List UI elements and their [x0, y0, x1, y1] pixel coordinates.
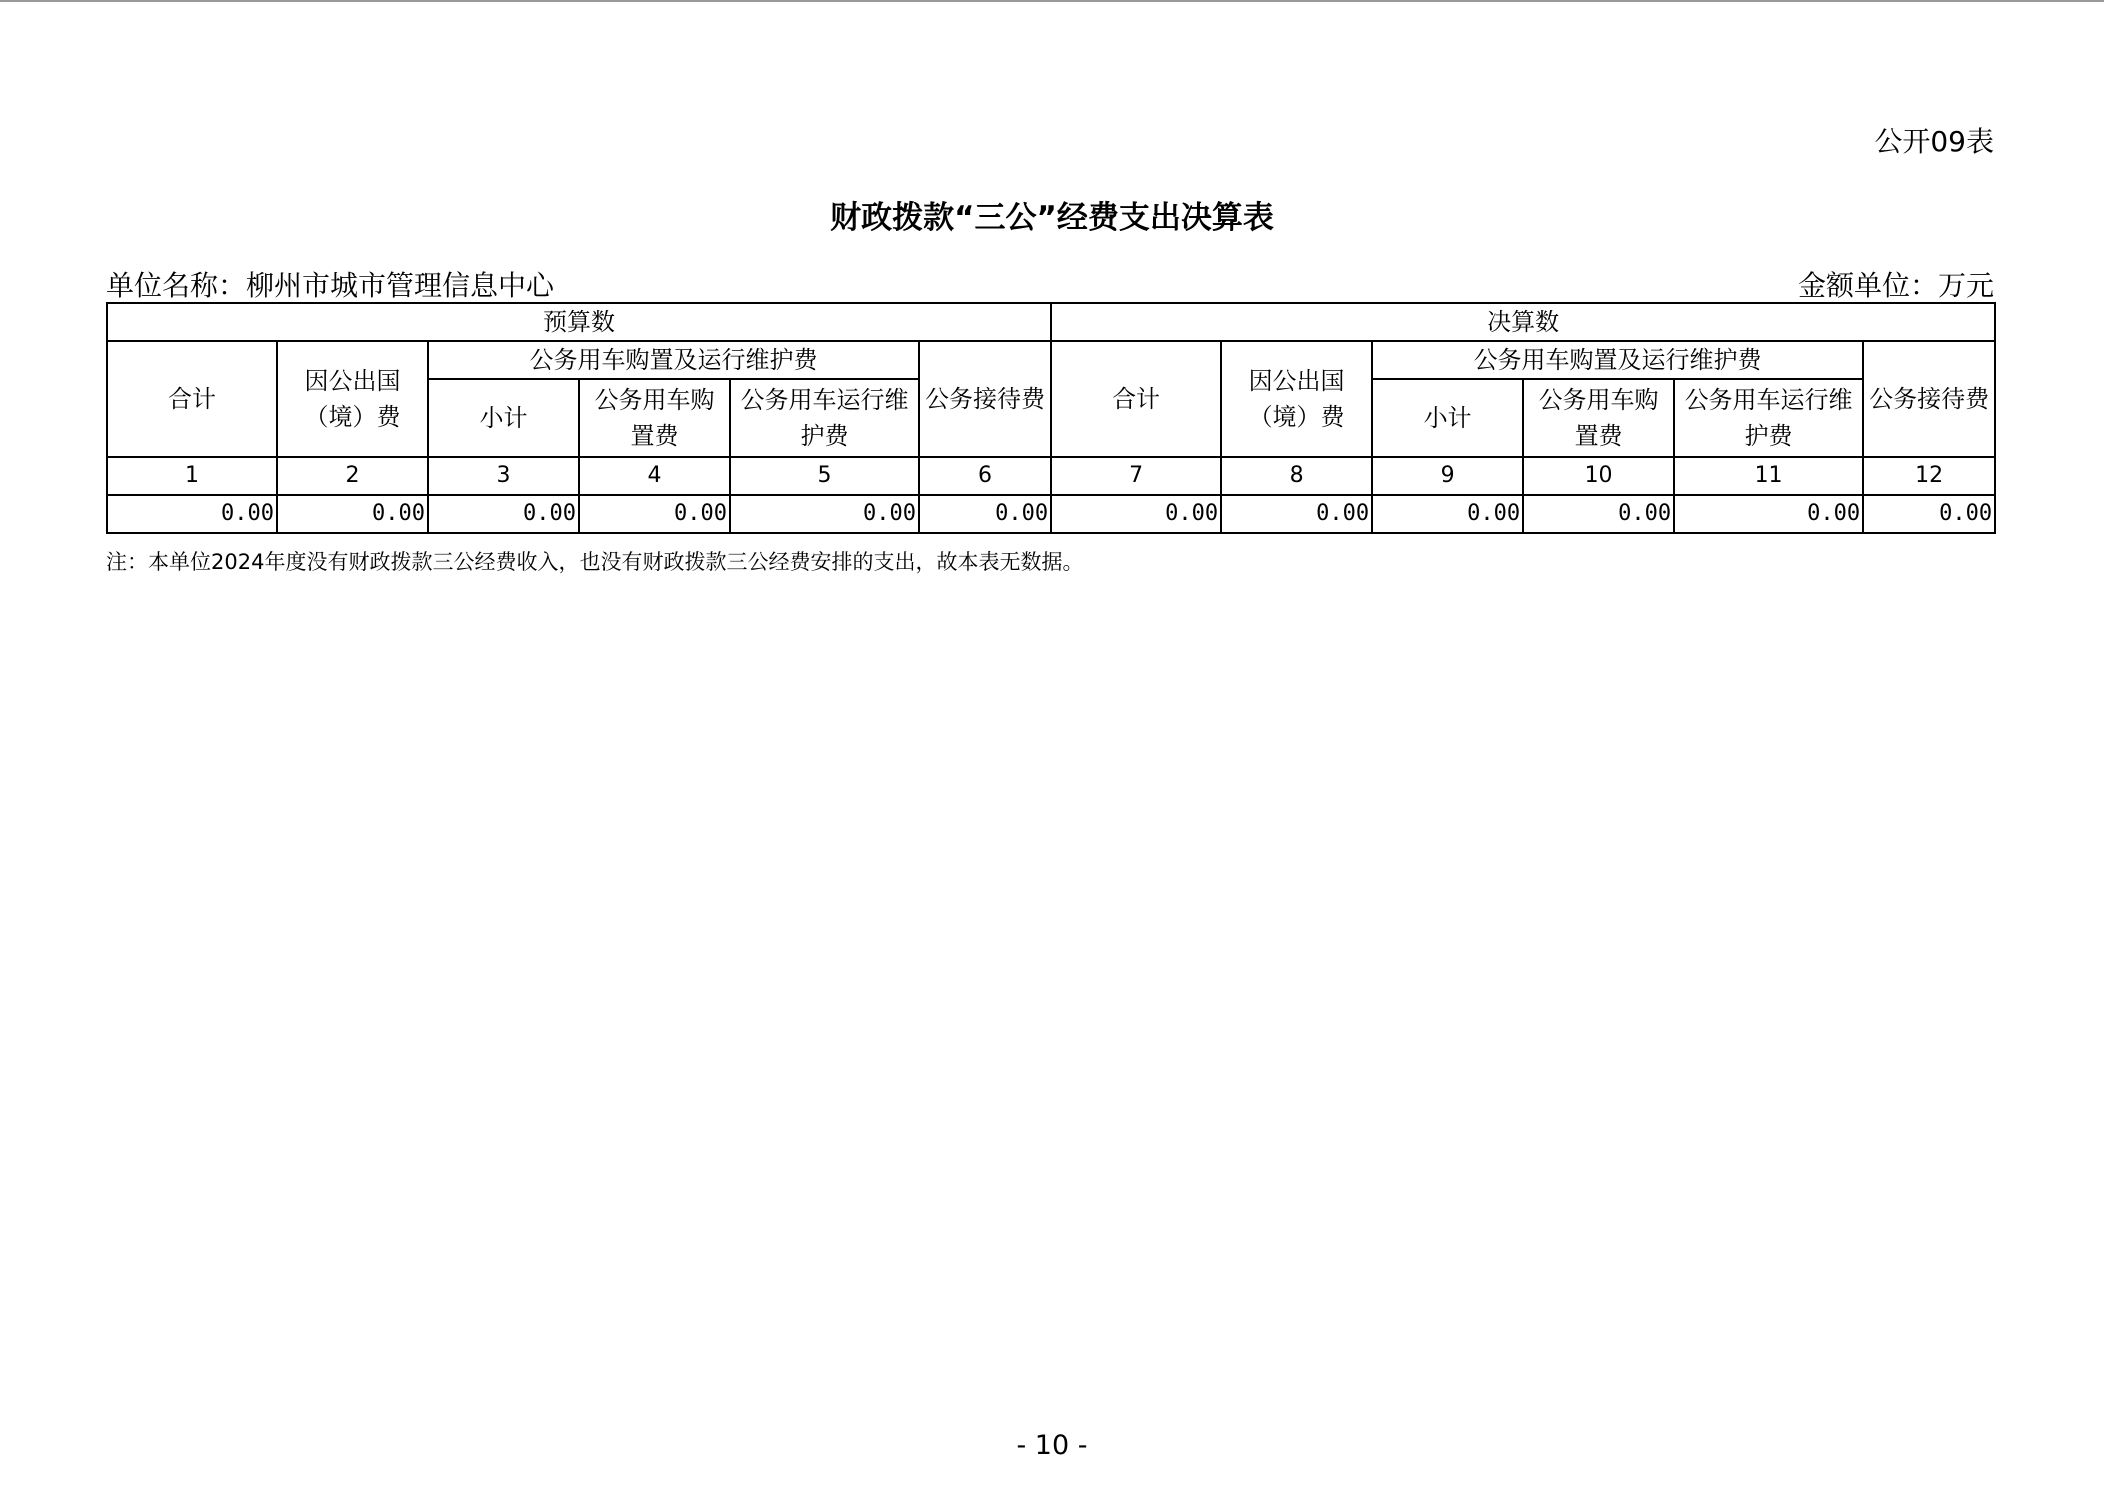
form-code: 公开09表 — [1874, 125, 1994, 158]
final-group-header: 决算数 — [1051, 303, 1995, 341]
value-cell: 0.00 — [1372, 495, 1523, 533]
column-number-row — [107, 457, 1995, 495]
final-vehicle-purchase-header: 公务用车购置费 — [1523, 379, 1674, 457]
budget-vehicle-group-header: 公务用车购置及运行维护费 — [428, 341, 919, 379]
final-vehicle-operation-header: 公务用车运行维护费 — [1674, 379, 1863, 457]
amount-unit: 金额单位：万元 — [1797, 269, 1994, 302]
table-note: 注：本单位2024年度没有财政拨款三公经费收入，也没有财政拨款三公经费安排的支出，故本表无数据。 — [106, 550, 1084, 574]
unit-name: 单位名称：柳州市城市管理信息中心 — [106, 269, 555, 302]
column-number: 7 — [1051, 457, 1221, 495]
budget-subtotal-header: 小计 — [428, 379, 579, 457]
value-cell: 0.00 — [1523, 495, 1674, 533]
final-reception-header: 公务接待费 — [1863, 341, 1995, 457]
value-cell: 0.00 — [579, 495, 730, 533]
page-title: 财政拨款“三公”经费支出决算表 — [830, 200, 1274, 236]
final-total-header: 合计 — [1051, 341, 1221, 457]
value-cell: 0.00 — [428, 495, 579, 533]
three-public-expenses-table — [106, 302, 1996, 534]
final-subtotal-header: 小计 — [1372, 379, 1523, 457]
final-abroad-header: 因公出国（境）费 — [1221, 341, 1372, 457]
value-cell: 0.00 — [1863, 495, 1995, 533]
value-row — [107, 495, 1995, 533]
budget-group-header: 预算数 — [107, 303, 1051, 341]
value-cell: 0.00 — [107, 495, 277, 533]
budget-reception-header: 公务接待费 — [919, 341, 1051, 457]
column-number: 10 — [1523, 457, 1674, 495]
column-number: 8 — [1221, 457, 1372, 495]
budget-vehicle-operation-header: 公务用车运行维护费 — [730, 379, 919, 457]
column-number: 1 — [107, 457, 277, 495]
column-number: 6 — [919, 457, 1051, 495]
column-number: 9 — [1372, 457, 1523, 495]
value-cell: 0.00 — [919, 495, 1051, 533]
column-number: 12 — [1863, 457, 1995, 495]
budget-abroad-header: 因公出国（境）费 — [277, 341, 428, 457]
value-cell: 0.00 — [1051, 495, 1221, 533]
budget-total-header: 合计 — [107, 341, 277, 457]
final-vehicle-group-header: 公务用车购置及运行维护费 — [1372, 341, 1863, 379]
value-cell: 0.00 — [1674, 495, 1863, 533]
page-number: - 10 - — [1016, 1430, 1088, 1461]
column-number: 5 — [730, 457, 919, 495]
value-cell: 0.00 — [1221, 495, 1372, 533]
column-number: 2 — [277, 457, 428, 495]
value-cell: 0.00 — [730, 495, 919, 533]
column-number: 11 — [1674, 457, 1863, 495]
budget-vehicle-purchase-header: 公务用车购置费 — [579, 379, 730, 457]
top-border — [0, 0, 2104, 2]
column-number: 3 — [428, 457, 579, 495]
value-cell: 0.00 — [277, 495, 428, 533]
column-number: 4 — [579, 457, 730, 495]
